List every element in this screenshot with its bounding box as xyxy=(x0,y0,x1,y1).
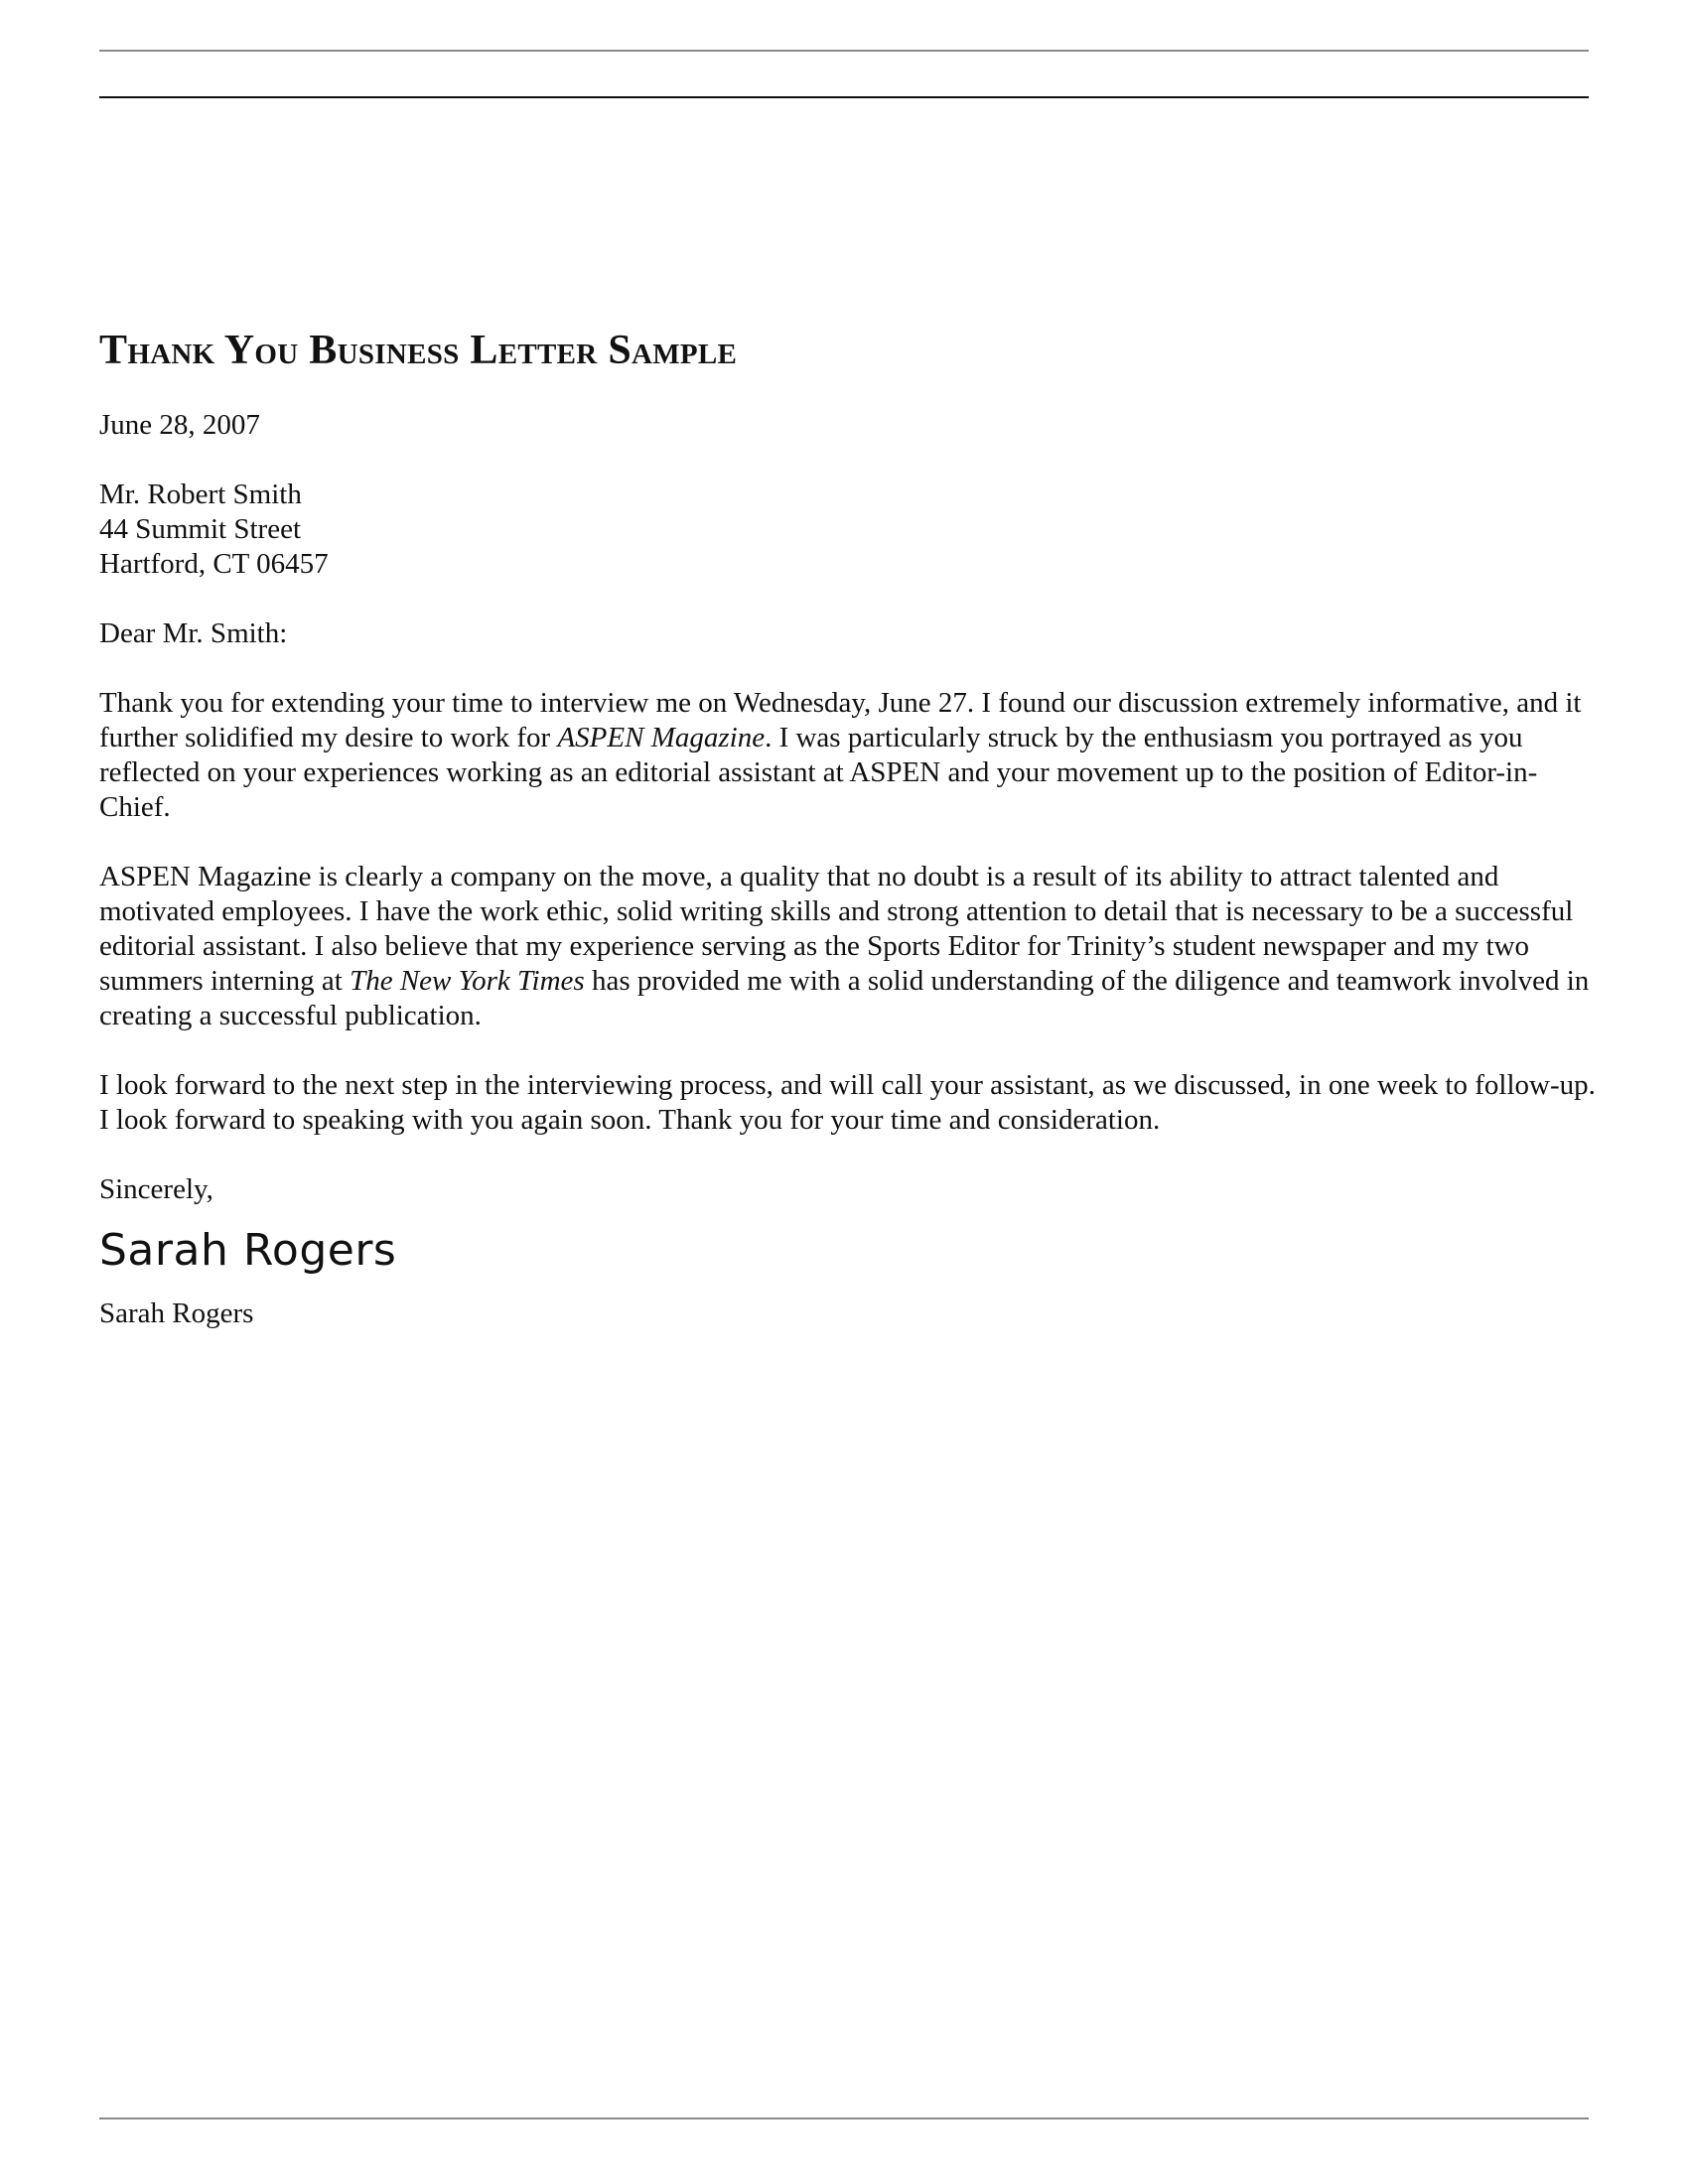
paragraph-2-text-start: ASPEN Magazine is clearly a company on the move, a quality that no doubt is a result of its ability to attract talented and motivated employees. I have the work ethic, solid writing skills and strong attention to detail that is necessary to be a successful editorial assistant. I also believe that my experience serving as the Sports Editor for Trinity’s student newspaper and my two summers interning at xyxy=(99,861,1574,997)
closing: Sincerely, xyxy=(99,1173,213,1205)
top-divider-thin xyxy=(99,50,1589,52)
letter-date: June 28, 2007 xyxy=(99,409,260,441)
top-divider-thick xyxy=(99,96,1589,98)
handwritten-signature: Sarah Rogers xyxy=(99,1225,397,1276)
bottom-divider xyxy=(99,2117,1589,2119)
paragraph-1-text-end: . I was particularly struck by the enthusiasm you portrayed as you reflected on your experiences working as an editorial assistant at ASPEN and your movement up to the position of Editor-in-Chief. xyxy=(99,722,1538,823)
recipient-name: Mr. Robert Smith xyxy=(99,478,302,510)
signature-printed-name: Sarah Rogers xyxy=(99,1297,254,1329)
salutation: Dear Mr. Smith: xyxy=(99,617,288,649)
recipient-street: 44 Summit Street xyxy=(99,513,301,545)
paragraph-2-text-end: has provided me with a solid understanding of the diligence and teamwork involved in creating a successful publication. xyxy=(99,965,1590,1031)
document-title: Thank You Business Letter Sample xyxy=(99,328,738,373)
body-paragraph-2 xyxy=(99,860,1599,1033)
paragraph-1-text-start: Thank you for extending your time to interview me on Wednesday, June 27. I found our discussion extremely informative, and it further solidified my desire to work for xyxy=(99,687,1582,753)
publication-name-nyt: The New York Times xyxy=(350,965,585,997)
body-paragraph-1 xyxy=(99,686,1599,825)
recipient-city-state-zip: Hartford, CT 06457 xyxy=(99,548,329,580)
body-paragraph-3: I look forward to the next step in the interviewing process, and will call your assistant, as we discussed, in one week to follow-up. I look forward to speaking with you again soon. Thank you for your time and consideration. xyxy=(99,1069,1596,1136)
publication-name-aspen: ASPEN Magazine xyxy=(557,722,766,753)
recipient-address xyxy=(99,478,1599,582)
letter-body xyxy=(99,326,1599,1331)
